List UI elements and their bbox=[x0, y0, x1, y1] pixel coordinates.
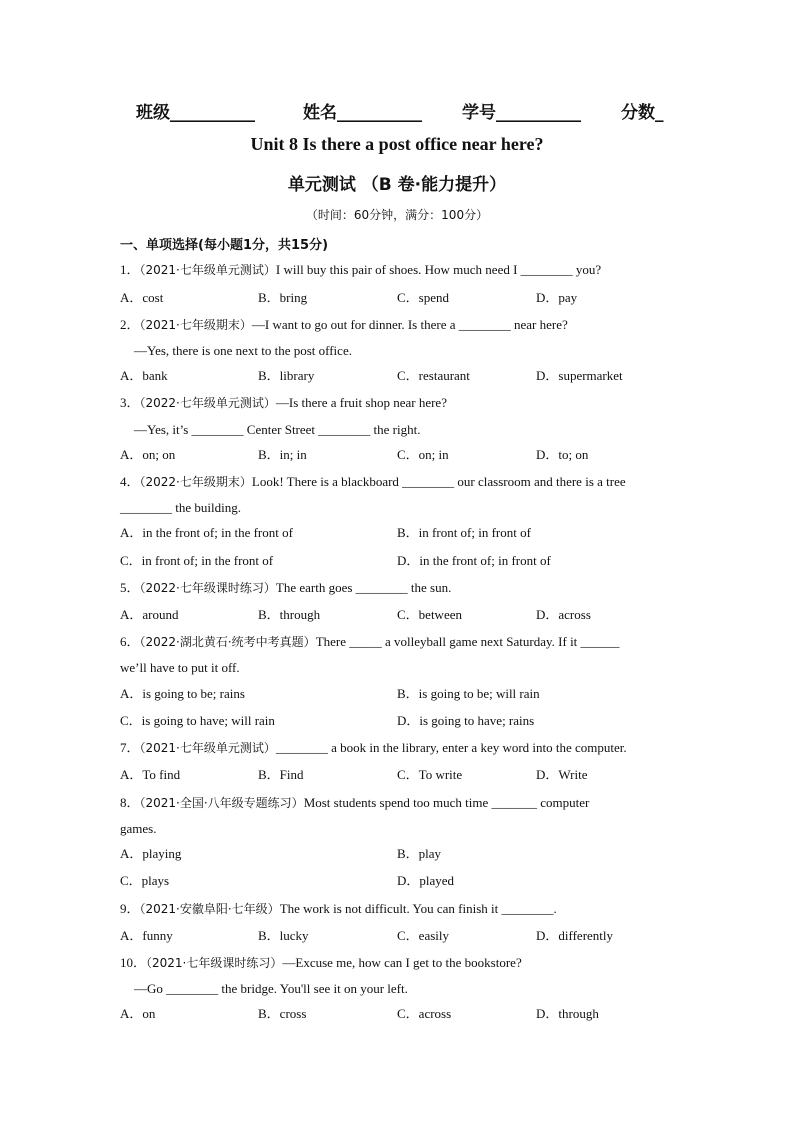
section-heading: 一、单项选择(每小题1分，共15分) bbox=[120, 238, 329, 253]
question-source: （2022·七年级期末） bbox=[139, 475, 252, 489]
question-line bbox=[120, 901, 557, 917]
test-meta: （时间：60分钟，满分：100分） bbox=[305, 208, 489, 222]
question-line bbox=[120, 795, 589, 811]
option-d[interactable]: D．to; on bbox=[536, 447, 589, 462]
question-text-continued: —Go ________ the bridge. You'll see it on your left. bbox=[134, 981, 408, 996]
option-d[interactable]: D．is going to have; rains bbox=[397, 713, 535, 728]
question-text: —Is there a fruit shop near here? bbox=[275, 395, 447, 410]
question-number: 5． bbox=[120, 580, 140, 595]
option-d[interactable]: D．pay bbox=[536, 290, 578, 305]
option-b[interactable]: B．play bbox=[397, 846, 442, 861]
option-d[interactable]: D．Write bbox=[536, 767, 588, 782]
question-line bbox=[120, 317, 568, 333]
option-d[interactable]: D．supermarket bbox=[536, 368, 623, 383]
question-line bbox=[120, 634, 620, 650]
question-source: （2022·湖北黄石·统考中考真题） bbox=[139, 635, 316, 649]
student-info-row bbox=[0, 98, 794, 122]
option-d[interactable]: D．in the front of; in front of bbox=[397, 553, 551, 568]
option-a[interactable]: A．To find bbox=[120, 767, 181, 782]
option-b[interactable]: B．Find bbox=[258, 767, 304, 782]
question-text-continued: games. bbox=[120, 821, 157, 836]
name-field: 姓名__________ bbox=[303, 103, 422, 123]
student-number-field: 学号__________ bbox=[462, 103, 581, 123]
option-a[interactable]: A．on; on bbox=[120, 447, 176, 462]
question-source: （2021·全国·八年级专题练习） bbox=[139, 796, 304, 810]
option-c[interactable]: C．plays bbox=[120, 873, 170, 888]
question-number: 2． bbox=[120, 317, 140, 332]
question-text: I will buy this pair of shoes. How much need I ________ you? bbox=[275, 262, 602, 277]
option-a[interactable]: A．on bbox=[120, 1006, 156, 1021]
option-a[interactable]: A．playing bbox=[120, 846, 182, 861]
question-text-continued: —Yes, there is one next to the post office. bbox=[134, 343, 352, 358]
question-number: 9． bbox=[120, 901, 140, 916]
question-source: （2021·七年级课时练习） bbox=[146, 956, 283, 970]
question-text: ________ a book in the library, enter a key word into the computer. bbox=[275, 740, 627, 755]
option-c[interactable]: C．spend bbox=[397, 290, 450, 305]
option-b[interactable]: B．in; in bbox=[258, 447, 307, 462]
option-d[interactable]: D．across bbox=[536, 607, 591, 622]
option-b[interactable]: B．cross bbox=[258, 1006, 307, 1021]
question-text-continued: ________ the building. bbox=[120, 500, 241, 515]
option-c[interactable]: C．restaurant bbox=[397, 368, 470, 383]
option-a[interactable]: A．bank bbox=[120, 368, 168, 383]
question-text-continued: —Yes, it’s ________ Center Street ________ the right. bbox=[134, 422, 421, 437]
question-text: The earth goes ________ the sun. bbox=[275, 580, 452, 595]
option-c[interactable]: C．in front of; in the front of bbox=[120, 553, 274, 568]
question-line bbox=[120, 395, 447, 411]
option-b[interactable]: B．lucky bbox=[258, 928, 309, 943]
question-line bbox=[120, 262, 601, 278]
option-d[interactable]: D．through bbox=[536, 1006, 599, 1021]
question-line bbox=[120, 955, 522, 971]
question-source: （2021·七年级期末） bbox=[139, 318, 252, 332]
option-a[interactable]: A．in the front of; in the front of bbox=[120, 525, 293, 540]
option-d[interactable]: D．differently bbox=[536, 928, 614, 943]
option-b[interactable]: B．is going to be; will rain bbox=[397, 686, 540, 701]
option-b[interactable]: B．in front of; in front of bbox=[397, 525, 531, 540]
option-c[interactable]: C．easily bbox=[397, 928, 449, 943]
unit-title: Unit 8 Is there a post office near here? bbox=[250, 134, 544, 154]
option-c[interactable]: C．To write bbox=[397, 767, 463, 782]
question-line bbox=[120, 580, 451, 596]
question-source: （2021·安徽阜阳·七年级） bbox=[139, 902, 280, 916]
option-c[interactable]: C．across bbox=[397, 1006, 452, 1021]
question-source: （2021·七年级单元测试） bbox=[139, 263, 276, 277]
option-a[interactable]: A．is going to be; rains bbox=[120, 686, 245, 701]
question-text: The work is not difficult. You can finish it ________. bbox=[279, 901, 557, 916]
question-text: There _____ a volleyball game next Saturday. If it ______ bbox=[315, 634, 620, 649]
question-source: （2022·七年级课时练习） bbox=[139, 581, 276, 595]
question-number: 1． bbox=[120, 262, 140, 277]
option-c[interactable]: C．is going to have; will rain bbox=[120, 713, 275, 728]
option-c[interactable]: C．between bbox=[397, 607, 462, 622]
question-number: 3． bbox=[120, 395, 140, 410]
question-text: —Excuse me, how can I get to the bookstore? bbox=[282, 955, 522, 970]
test-title: 单元测试 （B 卷·能力提升） bbox=[287, 175, 507, 195]
question-source: （2022·七年级单元测试） bbox=[139, 396, 276, 410]
question-number: 10． bbox=[120, 955, 147, 970]
option-b[interactable]: B．library bbox=[258, 368, 315, 383]
option-b[interactable]: B．bring bbox=[258, 290, 308, 305]
option-d[interactable]: D．played bbox=[397, 873, 455, 888]
question-number: 4． bbox=[120, 474, 140, 489]
question-line bbox=[120, 740, 627, 756]
question-number: 8． bbox=[120, 795, 140, 810]
question-text: Most students spend too much time _______ computer bbox=[303, 795, 590, 810]
option-b[interactable]: B．through bbox=[258, 607, 321, 622]
option-a[interactable]: A．around bbox=[120, 607, 179, 622]
question-line bbox=[120, 474, 626, 490]
option-a[interactable]: A．cost bbox=[120, 290, 164, 305]
option-c[interactable]: C．on; in bbox=[397, 447, 449, 462]
question-text-continued: we’ll have to put it off. bbox=[120, 660, 240, 675]
question-text: —I want to go out for dinner. Is there a ________ near here? bbox=[251, 317, 568, 332]
class-field: 班级__________ bbox=[136, 103, 255, 123]
score-field: 分数_ bbox=[621, 103, 664, 123]
question-number: 6． bbox=[120, 634, 140, 649]
question-number: 7． bbox=[120, 740, 140, 755]
option-a[interactable]: A．funny bbox=[120, 928, 173, 943]
question-text: Look! There is a blackboard ________ our classroom and there is a tree bbox=[251, 474, 626, 489]
question-source: （2021·七年级单元测试） bbox=[139, 741, 276, 755]
